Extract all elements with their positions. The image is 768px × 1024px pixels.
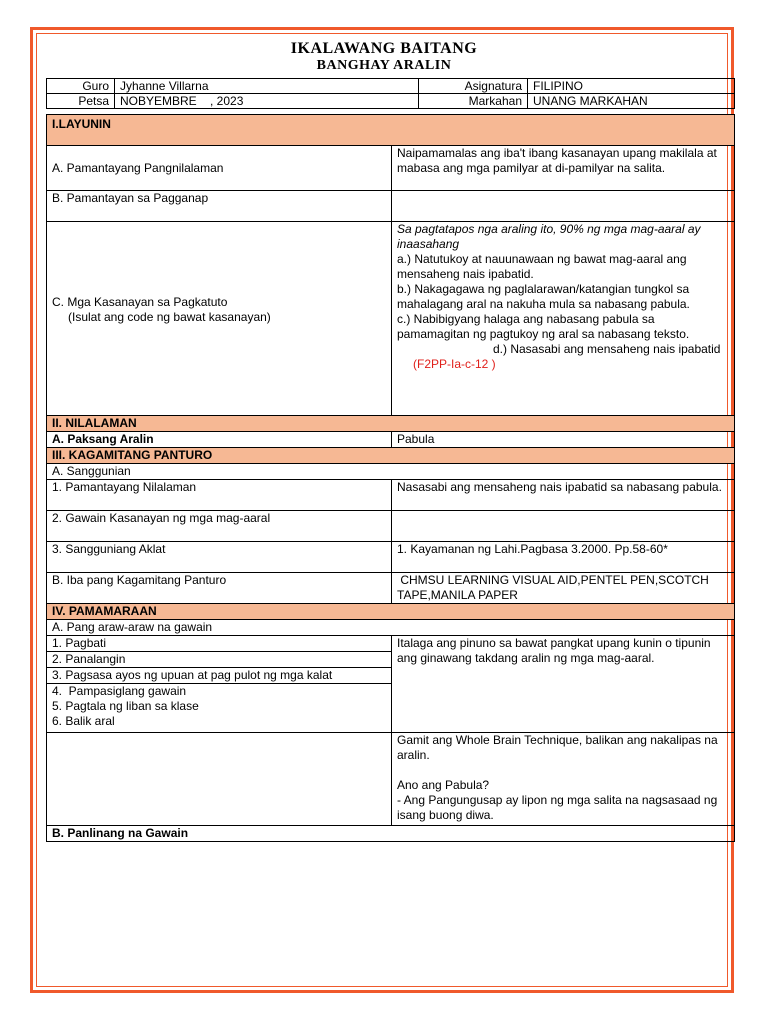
- row-balik-aral: [47, 733, 735, 826]
- lesson-plan-table: [46, 114, 735, 842]
- petsa-label: Petsa: [47, 94, 115, 109]
- guro-value: Jyhanne Villarna: [115, 79, 419, 94]
- value-paksang-aralin: Pabula: [392, 432, 735, 448]
- label-kasanayan-pagkatuto: [47, 222, 392, 416]
- document-title: IKALAWANG BAITANG: [290, 40, 478, 57]
- kasanayan-label-note: (Isulat ang code ng bawat kasanayan): [68, 309, 271, 324]
- row-iba-pang-kagamitan: [47, 573, 735, 604]
- label-pamantayang-pangnilalaman: A. Pamantayang Pangnilalaman: [47, 146, 392, 191]
- row-kasanayan-pagkatuto: [47, 222, 735, 416]
- row-pang-araw-araw: [47, 620, 735, 636]
- row-pamantayang-pangnilalaman: [47, 146, 735, 191]
- section-heading-kagamitan: III. KAGAMITANG PANTURO: [47, 448, 735, 464]
- row-paksang-aralin: [47, 432, 735, 448]
- review-answer: - Ang Pangungusap ay lipon ng mga salita na nagsasaad ng isang buong diwa.: [397, 793, 718, 822]
- row-pamantayan-pagganap: [47, 191, 735, 222]
- value-pamantayang-pangnilalaman: Naipamamalas ang iba't ibang kasanayan upang makilala at mabasa ang mga pamilyar at di-pamilyar na salita.: [392, 146, 735, 191]
- label-balik-aral: [47, 733, 392, 826]
- value-balik-aral: [392, 733, 735, 826]
- guro-label: Guro: [47, 79, 115, 94]
- row-pamantayang-nilalaman: [47, 480, 735, 511]
- label-iba-pang-kagamitan: B. Iba pang Kagamitang Panturo: [47, 573, 392, 604]
- section-kagamitan: [47, 448, 735, 464]
- section-layunin: [47, 115, 735, 146]
- review-instruction: Gamit ang Whole Brain Technique, balikan ang nakalipas na aralin.: [397, 733, 718, 762]
- label-pamantayang-nilalaman: 1. Pamantayang Nilalaman: [47, 480, 392, 511]
- petsa-value: NOBYEMBRE , 2023: [115, 94, 419, 109]
- list-item: 6. Balik aral: [52, 714, 115, 728]
- section-heading-pamamaraan: IV. PAMAMARAAN: [47, 604, 735, 620]
- section-pamamaraan: [47, 604, 735, 620]
- kasanayan-item-b: b.) Nakagagawa ng paglalarawan/katangian tungkol sa mahalagang aral na nakuha mula sa nabasang pabula.: [397, 282, 690, 311]
- label-gawain-kasanayan: 2. Gawain Kasanayan ng mga mag-aaral: [47, 511, 392, 542]
- label-sanggunian: A. Sanggunian: [47, 464, 735, 480]
- review-question: Ano ang Pabula?: [397, 778, 490, 792]
- section-nilalaman: [47, 416, 735, 432]
- kasanayan-item-a: a.) Natutukoy at nauunawaan ng bawat mag-aaral ang mensaheng nais ipabatid.: [397, 252, 687, 281]
- markahan-value: UNANG MARKAHAN: [528, 94, 735, 109]
- list-item: 4. Pampasiglang gawain: [52, 684, 187, 698]
- info-row-petsa: [47, 94, 735, 109]
- label-pang-araw-araw: A. Pang araw-araw na gawain: [47, 620, 735, 636]
- gawain-list: [47, 636, 392, 733]
- kasanayan-code: (F2PP-Ia-c-12 ): [413, 357, 496, 371]
- label-sangguniang-aklat: 3. Sangguniang Aklat: [47, 542, 392, 573]
- section-heading-nilalaman: II. NILALAMAN: [47, 416, 735, 432]
- label-pamantayan-pagganap: B. Pamantayan sa Pagganap: [47, 191, 392, 222]
- row-sangguniang-aklat: [47, 542, 735, 573]
- row-gawain-list: [47, 636, 735, 733]
- row-sanggunian: [47, 464, 735, 480]
- value-kasanayan-pagkatuto: [392, 222, 735, 416]
- value-pamantayan-pagganap: [392, 191, 735, 222]
- row-gawain-kasanayan: [47, 511, 735, 542]
- value-gawain-list: Italaga ang pinuno sa bawat pangkat upang kunin o tipunin ang ginawang takdang aralin ng mga mag-aaral.: [392, 636, 735, 733]
- value-pamantayang-nilalaman: Nasasabi ang mensaheng nais ipabatid sa nabasang pabula.: [392, 480, 735, 511]
- list-item: 5. Pagtala ng liban sa klase: [52, 699, 199, 713]
- value-sangguniang-aklat: 1. Kayamanan ng Lahi.Pagbasa 3.2000. Pp.58-60*: [392, 542, 735, 573]
- asignatura-value: FILIPINO: [528, 79, 735, 94]
- info-row-guro: [47, 79, 735, 94]
- kasanayan-item-c: c.) Nabibigyang halaga ang nabasang pabula sa pamamagitan ng pagtukoy ng aral sa nabasang teksto.: [397, 312, 690, 341]
- info-table: [46, 78, 735, 109]
- value-gawain-kasanayan: [392, 511, 735, 542]
- document-subtitle: BANGHAY ARALIN: [316, 58, 452, 73]
- kasanayan-label-main: C. Mga Kasanayan sa Pagkatuto: [52, 294, 228, 309]
- value-iba-pang-kagamitan: CHMSU LEARNING VISUAL AID,PENTEL PEN,SCOTCH TAPE,MANILA PAPER: [392, 573, 735, 604]
- row-panlinang: [47, 826, 735, 842]
- label-paksang-aralin: A. Paksang Aralin: [47, 432, 392, 448]
- markahan-label: Markahan: [419, 94, 528, 109]
- list-item: 1. Pagbati: [47, 636, 391, 652]
- list-item: 2. Panalangin: [47, 652, 391, 668]
- list-item: 3. Pagsasa ayos ng upuan at pag pulot ng mga kalat: [47, 668, 391, 684]
- kasanayan-intro: Sa pagtatapos nga araling ito, 90% ng mga mag-aaral ay inaasahang: [397, 222, 701, 251]
- kasanayan-item-d: d.) Nasasabi ang mensaheng nais ipabatid: [493, 342, 721, 356]
- section-heading-layunin: I.LAYUNIN: [47, 115, 735, 146]
- asignatura-label: Asignatura: [419, 79, 528, 94]
- label-panlinang: B. Panlinang na Gawain: [47, 826, 735, 842]
